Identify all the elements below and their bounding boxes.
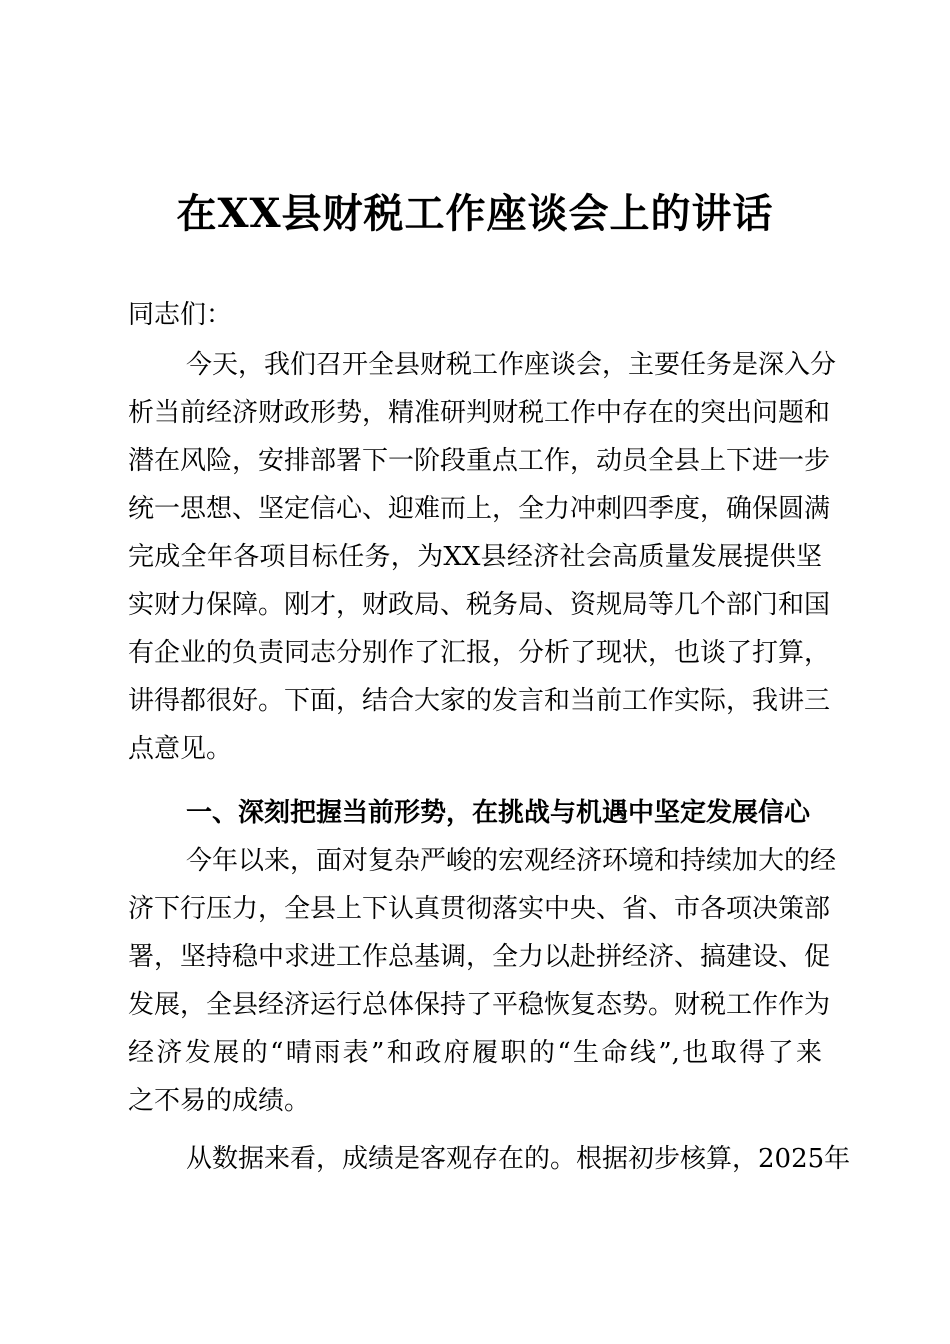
text-line: 统一思想、坚定信心、迎难而上，全力冲刺四季度，确保圆满	[128, 494, 831, 524]
document-title: 在XX县财税工作座谈会上的讲话	[176, 190, 774, 237]
text-line: 济下行压力，全县上下认真贯彻落实中央、省、市各项决策部	[128, 894, 831, 924]
text-line: 经济发展的“晴雨表”和政府履职的“生命线”,也取得了来	[128, 1038, 822, 1068]
section-heading: 一、深刻把握当前形势，在挑战与机遇中坚定发展信心	[186, 798, 811, 828]
salutation: 同志们：	[128, 300, 233, 330]
text-line: 讲得都很好。下面，结合大家的发言和当前工作实际，我讲三	[128, 686, 831, 716]
text-line: 实财力保障。刚才，财政局、税务局、资规局等几个部门和国	[128, 590, 831, 620]
text-line: 析当前经济财政形势，精准研判财税工作中存在的突出问题和	[128, 398, 831, 428]
text-line: 点意见。	[128, 734, 233, 764]
text-line: 潜在风险，安排部署下一阶段重点工作，动员全县上下进一步	[128, 446, 831, 476]
text-line: 有企业的负责同志分别作了汇报，分析了现状，也谈了打算，	[128, 638, 831, 668]
text-line: 今天，我们召开全县财税工作座谈会，主要任务是深入分	[186, 350, 837, 380]
text-line: 之不易的成绩。	[128, 1086, 311, 1116]
text-line: 今年以来，面对复杂严峻的宏观经济环境和持续加大的经	[186, 846, 837, 876]
text-line: 完成全年各项目标任务，为XX县经济社会高质量发展提供坚	[128, 542, 822, 572]
text-line: 署，坚持稳中求进工作总基调，全力以赴拼经济、搞建设、促	[128, 942, 831, 972]
text-line: 发展，全县经济运行总体保持了平稳恢复态势。财税工作作为	[128, 990, 831, 1020]
text-line: 从数据来看，成绩是客观存在的。根据初步核算，2025年	[186, 1144, 851, 1174]
